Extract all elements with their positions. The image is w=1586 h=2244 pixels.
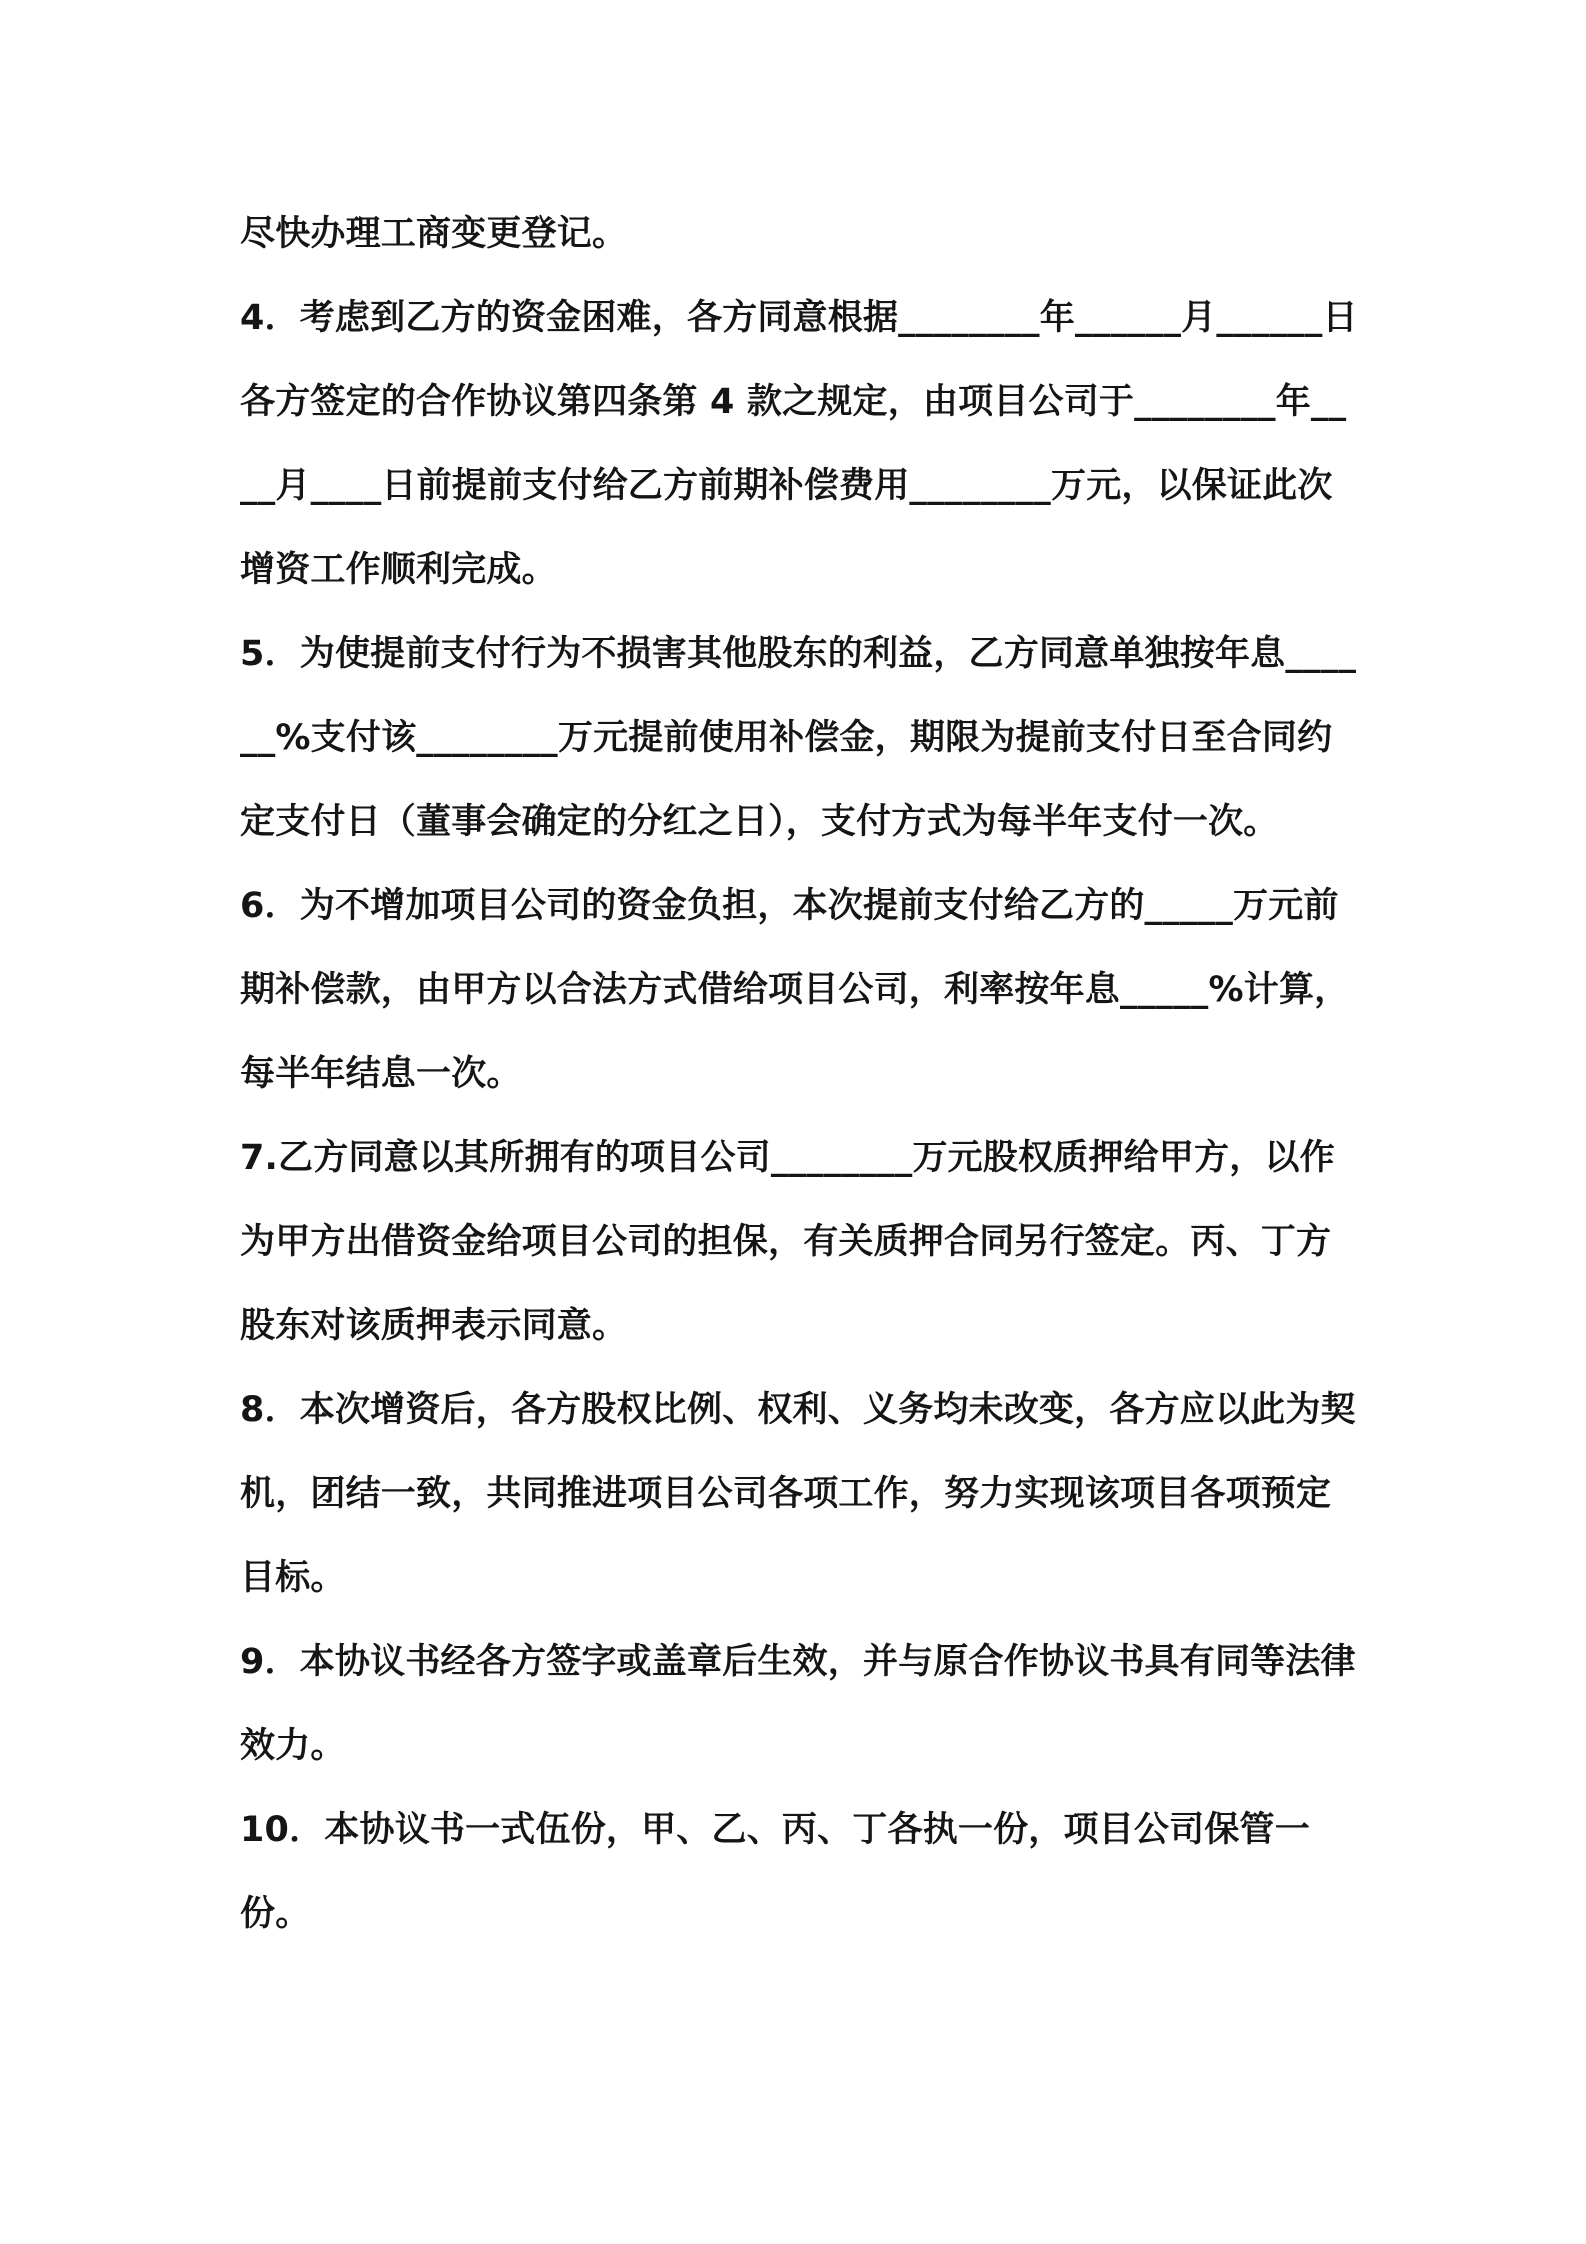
clause-9: 9．本协议书经各方签字或盖章后生效，并与原合作协议书具有同等法律效力。 [240,1642,1356,1766]
clause-7: 7.乙方同意以其所拥有的项目公司________万元股权质押给甲方，以作为甲方出借资金给项目公司的担保，有关质押合同另行签定。丙、丁方股东对该质押表示同意。 [240,1138,1335,1346]
clause-10: 10．本协议书一式伍份，甲、乙、丙、丁各执一份，项目公司保管一份。 [240,1810,1310,1934]
clause-4: 4．考虑到乙方的资金困难，各方同意根据________年______月______日各方签定的合作协议第四条第 4 款之规定，由项目公司于________年____月____日前提前支付给乙方前期补偿费用________万元，以保证此次增资工作顺利完成。 [240,298,1358,590]
clause-8: 8．本次增资后，各方股权比例、权利、义务均未改变，各方应以此为契机，团结一致，共同推进项目公司各项工作，努力实现该项目各项预定目标。 [240,1390,1356,1598]
clause-6: 6．为不增加项目公司的资金负担，本次提前支付给乙方的_____万元前期补偿款，由甲方以合法方式借给项目公司，利率按年息_____%计算，每半年结息一次。 [240,886,1350,1094]
clause-5: 5．为使提前支付行为不损害其他股东的利益，乙方同意单独按年息______%支付该________万元提前使用补偿金，期限为提前支付日至合同约定支付日（董事会确定的分红之日），支付方式为每半年支付一次。 [240,634,1357,842]
paragraph-continuation: 尽快办理工商变更登记。 [240,214,628,254]
document-body [240,192,1362,1956]
